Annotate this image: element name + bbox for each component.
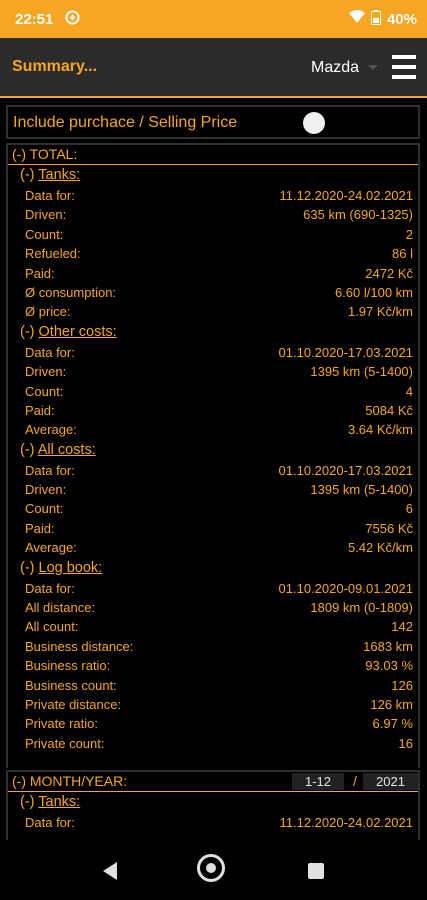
stat-row <box>8 382 418 401</box>
tanks-title: Tanks: <box>38 167 81 183</box>
recent-apps-icon[interactable] <box>308 863 324 879</box>
month-year-separator: / <box>353 773 357 789</box>
stat-value: 5.42 Kč/km <box>347 540 413 556</box>
other-costs-title: Other costs: <box>38 323 117 340</box>
stat-value: 6 <box>405 501 413 517</box>
all-costs-title: All costs: <box>37 441 96 458</box>
hamburger-menu-icon[interactable] <box>392 55 416 79</box>
all-costs-subheader[interactable] <box>8 440 418 461</box>
stat-label: Data for: <box>25 344 75 360</box>
tanks-rows <box>8 186 418 322</box>
other-costs-rows <box>8 343 418 440</box>
stat-row <box>8 343 418 362</box>
stat-label: Private ratio: <box>25 716 98 732</box>
stat-row <box>8 695 418 714</box>
stat-value: 86 l <box>392 246 413 262</box>
month-tanks-subheader[interactable] <box>8 792 418 813</box>
status-right <box>349 10 417 29</box>
stat-value: 6.97 % <box>372 716 413 732</box>
stat-row <box>8 362 418 381</box>
stat-label: Count: <box>25 501 64 517</box>
month-tanks-rows <box>8 813 418 832</box>
stat-row <box>8 734 418 753</box>
stat-row <box>8 205 418 224</box>
stat-row <box>8 401 418 420</box>
stat-value: 11.12.2020-24.02.2021 <box>279 815 413 830</box>
stat-value: 1395 km (5-1400) <box>310 482 413 498</box>
stat-value: 7556 Kč <box>365 520 413 536</box>
stat-label: Paid: <box>25 265 55 281</box>
other-costs-collapse-prefix: (-) <box>20 323 39 340</box>
stat-row <box>8 714 418 733</box>
stat-value: 6.60 l/100 km <box>334 284 413 300</box>
stat-label: All count: <box>25 619 79 635</box>
stat-label: Business count: <box>25 677 117 693</box>
stat-row <box>8 538 418 557</box>
stat-label: Data for: <box>25 815 75 830</box>
stat-value: 01.10.2020-17.03.2021 <box>278 462 413 478</box>
stat-value: 2 <box>405 226 413 242</box>
month-tanks-collapse-prefix: (-) <box>20 794 39 810</box>
stat-label: Data for: <box>25 188 75 203</box>
all-costs-rows <box>8 461 418 558</box>
total-header[interactable]: (-) TOTAL: <box>8 145 418 165</box>
dropdown-arrow-icon[interactable] <box>368 65 378 70</box>
month-year-section <box>6 770 420 840</box>
stat-label: Business distance: <box>25 638 134 654</box>
log-book-collapse-prefix: (-) <box>20 559 39 576</box>
stat-row <box>8 225 418 244</box>
stat-label: All distance: <box>25 600 96 616</box>
stat-value: 1.97 Kč/km <box>347 304 413 320</box>
stat-label: Driven: <box>25 207 67 223</box>
year-field[interactable]: 2021 <box>363 773 418 790</box>
stat-row <box>8 617 418 636</box>
stat-row <box>8 186 418 205</box>
include-price-switch[interactable] <box>303 112 325 134</box>
status-bar <box>0 0 427 38</box>
stat-value: 4 <box>405 383 413 399</box>
stat-label: Driven: <box>25 364 67 380</box>
stat-label: Ø price: <box>25 304 71 320</box>
log-book-subheader[interactable] <box>8 558 418 579</box>
stat-label: Refueled: <box>25 246 81 262</box>
month-year-title: (-) MONTH/YEAR: <box>12 773 128 789</box>
stat-label: Average: <box>25 422 77 438</box>
month-range-field[interactable]: 1-12 <box>292 773 344 790</box>
stat-label: Data for: <box>25 462 75 478</box>
stat-value: 126 km <box>370 696 413 712</box>
stat-label: Driven: <box>25 482 67 498</box>
stat-label: Paid: <box>25 402 55 418</box>
status-time: 22:51 <box>15 10 54 28</box>
stat-row <box>8 420 418 439</box>
stat-value: 126 <box>391 677 413 693</box>
app-toolbar <box>0 38 427 98</box>
stat-label: Count: <box>25 383 64 399</box>
stat-value: 1395 km (5-1400) <box>310 364 413 380</box>
stat-row <box>8 637 418 656</box>
stat-value: 2472 Kč <box>365 265 413 281</box>
log-book-title: Log book: <box>38 559 103 576</box>
wifi-icon <box>349 10 365 28</box>
stat-value: 01.10.2020-17.03.2021 <box>278 344 413 360</box>
stat-value: 3.64 Kč/km <box>347 422 413 438</box>
all-costs-collapse-prefix: (-) <box>20 441 38 458</box>
stat-row <box>8 676 418 695</box>
battery-percent: 40% <box>386 10 417 28</box>
stat-row <box>8 813 418 832</box>
stat-row <box>8 519 418 538</box>
stat-value: 635 km (690-1325) <box>303 207 413 223</box>
summary-content[interactable] <box>0 100 427 840</box>
stat-value: 01.10.2020-09.01.2021 <box>278 580 413 596</box>
stat-row <box>8 283 418 302</box>
back-icon[interactable] <box>103 862 117 880</box>
stat-value: 16 <box>398 735 413 751</box>
month-year-header[interactable] <box>8 772 418 792</box>
stat-value: 1809 km (0-1809) <box>310 600 413 616</box>
stat-label: Paid: <box>25 520 55 536</box>
stat-row <box>8 499 418 518</box>
page-title: Summary... <box>12 58 98 75</box>
stat-label: Data for: <box>25 580 75 596</box>
stat-row <box>8 461 418 480</box>
app-notification-icon <box>65 10 80 29</box>
month-tanks-title: Tanks: <box>38 794 81 810</box>
stat-row <box>8 302 418 321</box>
stat-label: Count: <box>25 226 64 242</box>
stat-row <box>8 244 418 263</box>
other-costs-subheader[interactable] <box>8 322 418 343</box>
stat-label: Average: <box>25 540 77 556</box>
home-icon[interactable] <box>197 854 225 882</box>
tanks-collapse-prefix: (-) <box>20 167 39 183</box>
stat-row <box>8 264 418 283</box>
tanks-subheader[interactable] <box>8 165 418 186</box>
include-price-label: Include purchace / Selling Price <box>13 114 238 131</box>
stat-row <box>8 656 418 675</box>
stat-value: 5084 Kč <box>365 402 413 418</box>
battery-icon <box>371 10 381 29</box>
stat-label: Private distance: <box>25 696 122 712</box>
car-selector[interactable]: Mazda <box>311 59 360 76</box>
stat-label: Private count: <box>25 735 105 751</box>
stat-value: 142 <box>391 619 413 635</box>
include-price-toggle-row[interactable] <box>6 105 420 139</box>
stat-value: 1683 km <box>363 638 413 654</box>
stat-row <box>8 579 418 598</box>
stat-label: Ø consumption: <box>25 284 117 300</box>
stat-value: 11.12.2020-24.02.2021 <box>279 188 413 203</box>
total-section <box>6 143 420 768</box>
stat-label: Business ratio: <box>25 658 111 674</box>
system-navigation-bar <box>0 840 427 900</box>
log-book-rows <box>8 579 418 754</box>
stat-value: 93.03 % <box>365 658 413 674</box>
stat-row <box>8 480 418 499</box>
stat-row <box>8 598 418 617</box>
